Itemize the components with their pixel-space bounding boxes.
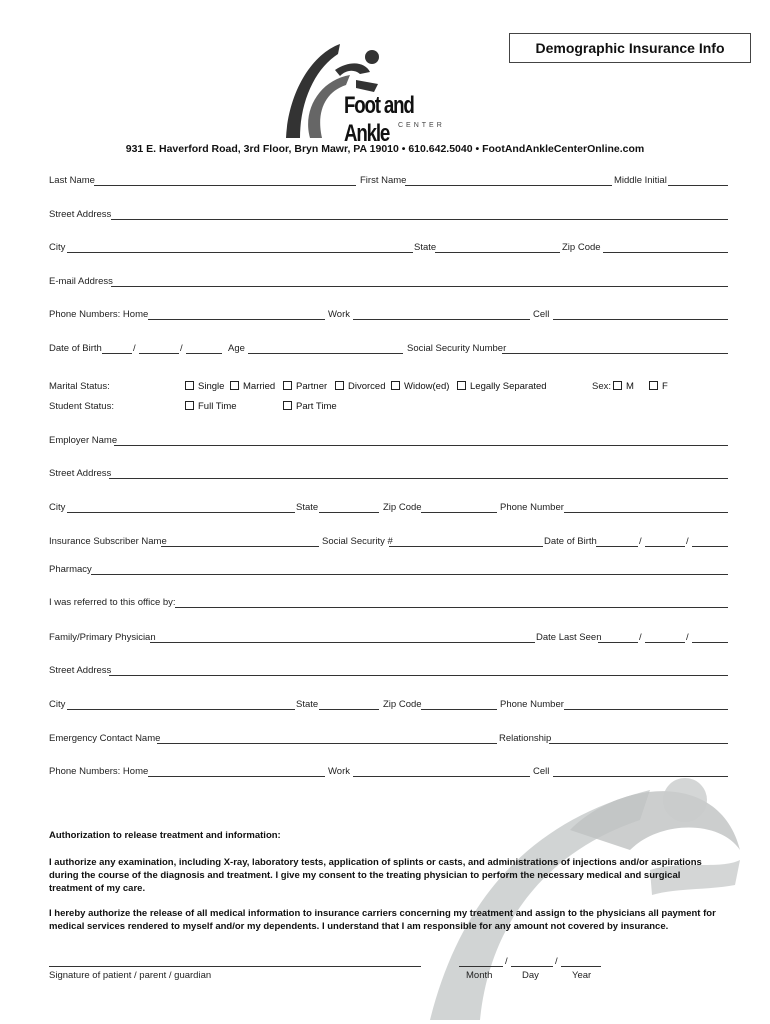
emergency-phone-home-field[interactable] [148, 776, 325, 777]
middle-initial-label: Middle Initial [614, 175, 667, 186]
checkbox[interactable] [185, 381, 194, 390]
physician-phone-field[interactable] [564, 709, 728, 710]
sex-option-m[interactable]: M [613, 381, 634, 392]
checkbox[interactable] [185, 401, 194, 410]
employer-phone-field[interactable] [564, 512, 728, 513]
city-label: City [49, 242, 66, 253]
pharmacy-label: Pharmacy [49, 564, 92, 575]
marital-status-label: Marital Status: [49, 381, 110, 392]
dob-label: Date of Birth [49, 343, 102, 354]
street-address-field[interactable] [111, 219, 728, 220]
employer-city-label: City [49, 502, 66, 513]
employer-state-field[interactable] [319, 512, 379, 513]
employer-street-label: Street Address [49, 468, 112, 479]
last-seen-year[interactable] [692, 642, 728, 643]
dob-year-field[interactable] [186, 353, 222, 354]
emergency-phone-cell-field[interactable] [553, 776, 728, 777]
emergency-contact-label: Emergency Contact Name [49, 733, 161, 744]
signature-date-day[interactable] [511, 966, 553, 967]
subscriber-dob-year[interactable] [692, 546, 728, 547]
physician-label: Family/Primary Physician [49, 632, 156, 643]
pharmacy-field[interactable] [91, 574, 728, 575]
employer-name-field[interactable] [114, 445, 728, 446]
marital-option-partner[interactable]: Partner [283, 381, 327, 392]
logo [280, 40, 480, 147]
city-field[interactable] [67, 252, 413, 253]
emergency-phone-work-label: Work [328, 766, 350, 777]
ssn-label: Social Security Number [407, 343, 507, 354]
emergency-phone-home-label: Phone Numbers: Home [49, 766, 149, 777]
dob-day-field[interactable] [139, 353, 179, 354]
zip-label: Zip Code [562, 242, 601, 253]
address-line: 931 E. Haverford Road, 3rd Floor, Bryn Mawr, PA 19010 • 610.642.5040 • FootAndAnkleCenterOnline.com [125, 143, 645, 155]
logo-text: Foot and Ankle [344, 92, 414, 147]
physician-phone-label: Phone Number [500, 699, 564, 710]
last-seen-month[interactable] [598, 642, 638, 643]
date-last-seen-label: Date Last Seen [536, 632, 602, 643]
checkbox[interactable] [283, 381, 292, 390]
student-status-label: Student Status: [49, 401, 114, 412]
phone-cell-field[interactable] [553, 319, 728, 320]
phone-work-label: Work [328, 309, 350, 320]
physician-field[interactable] [150, 642, 535, 643]
physician-street-field[interactable] [109, 675, 728, 676]
zip-field[interactable] [603, 252, 728, 253]
month-label: Month [466, 970, 493, 981]
subscriber-dob-month[interactable] [596, 546, 638, 547]
relationship-label: Relationship [499, 733, 552, 744]
sex-option-f[interactable]: F [649, 381, 668, 392]
signature-field[interactable] [49, 966, 421, 967]
employer-city-field[interactable] [67, 512, 295, 513]
marital-option-separated[interactable]: Legally Separated [457, 381, 547, 392]
first-name-field[interactable] [405, 185, 612, 186]
signature-date-month[interactable] [459, 966, 503, 967]
subscriber-dob-day[interactable] [645, 546, 685, 547]
checkbox[interactable] [457, 381, 466, 390]
employer-zip-label: Zip Code [383, 502, 422, 513]
ssn-field[interactable] [502, 353, 728, 354]
dob-month-field[interactable] [102, 353, 132, 354]
year-label: Year [572, 970, 592, 981]
checkbox[interactable] [613, 381, 622, 390]
subscriber-ssn-field[interactable] [389, 546, 543, 547]
employer-state-label: State [296, 502, 319, 513]
employer-street-field[interactable] [109, 478, 728, 479]
marital-option-single[interactable]: Single [185, 381, 224, 392]
emergency-phone-work-field[interactable] [353, 776, 530, 777]
last-name-label: Last Name [49, 175, 95, 186]
street-address-label: Street Address [49, 209, 112, 220]
middle-initial-field[interactable] [668, 185, 728, 186]
employer-phone-label: Phone Number [500, 502, 564, 513]
signature-label: Signature of patient / parent / guardian [49, 970, 212, 981]
phone-work-field[interactable] [353, 319, 530, 320]
employer-name-label: Employer Name [49, 435, 118, 446]
age-field[interactable] [248, 353, 403, 354]
student-option-part-time[interactable]: Part Time [283, 401, 337, 412]
checkbox[interactable] [391, 381, 400, 390]
form-title-box [509, 33, 751, 63]
emergency-contact-field[interactable] [157, 743, 497, 744]
age-label: Age [228, 343, 245, 354]
phone-home-field[interactable] [148, 319, 325, 320]
relationship-field[interactable] [549, 743, 728, 744]
referred-field[interactable] [175, 607, 728, 608]
authorization-heading: Authorization to release treatment and information: [49, 830, 281, 841]
email-field[interactable] [111, 286, 728, 287]
physician-city-label: City [49, 699, 66, 710]
employer-zip-field[interactable] [421, 512, 497, 513]
state-field[interactable] [435, 252, 560, 253]
subscriber-dob-label: Date of Birth [544, 536, 597, 547]
email-label: E-mail Address [49, 276, 113, 287]
emergency-phone-cell-label: Cell [533, 766, 550, 777]
subscriber-ssn-label: Social Security # [322, 536, 393, 547]
student-option-full-time[interactable]: Full Time [185, 401, 237, 412]
phone-home-label: Phone Numbers: Home [49, 309, 149, 320]
logo-subtext: CENTER [398, 122, 445, 129]
marital-option-divorced[interactable]: Divorced [335, 381, 386, 392]
authorization-paragraph-2: I hereby authorize the release of all medical information to insurance carriers concerning my treatment and assign to the physicians all payment for medical services rendered to myself and/or my dependents. I understand that I am responsible for any amount not covered by insurance. [49, 908, 716, 932]
subscriber-name-field[interactable] [161, 546, 319, 547]
last-seen-day[interactable] [645, 642, 685, 643]
physician-state-label: State [296, 699, 319, 710]
checkbox[interactable] [283, 401, 292, 410]
day-label: Day [522, 970, 539, 981]
referred-label: I was referred to this office by: [49, 597, 176, 608]
phone-cell-label: Cell [533, 309, 550, 320]
sex-label: Sex: [592, 381, 612, 392]
physician-zip-field[interactable] [421, 709, 497, 710]
signature-date-year[interactable] [561, 966, 601, 967]
physician-city-field[interactable] [67, 709, 295, 710]
state-label: State [414, 242, 437, 253]
physician-zip-label: Zip Code [383, 699, 422, 710]
marital-option-married[interactable]: Married [230, 381, 275, 392]
checkbox[interactable] [335, 381, 344, 390]
checkbox[interactable] [230, 381, 239, 390]
checkbox[interactable] [649, 381, 658, 390]
subscriber-name-label: Insurance Subscriber Name [49, 536, 167, 547]
form-title: Demographic Insurance Info [535, 40, 725, 56]
physician-street-label: Street Address [49, 665, 112, 676]
marital-option-widowed[interactable]: Widow(ed) [391, 381, 449, 392]
physician-state-field[interactable] [319, 709, 379, 710]
last-name-field[interactable] [94, 185, 356, 186]
authorization-paragraph-1: I authorize any examination, including X-ray, laboratory tests, application of splints or casts, and administrations of injections and/or aspirations during the course of the diagnosis and treatment. I give my consent to the treating physician to perform the necessary medical and surgical treatment of my care. [49, 857, 702, 894]
first-name-label: First Name [360, 175, 407, 186]
